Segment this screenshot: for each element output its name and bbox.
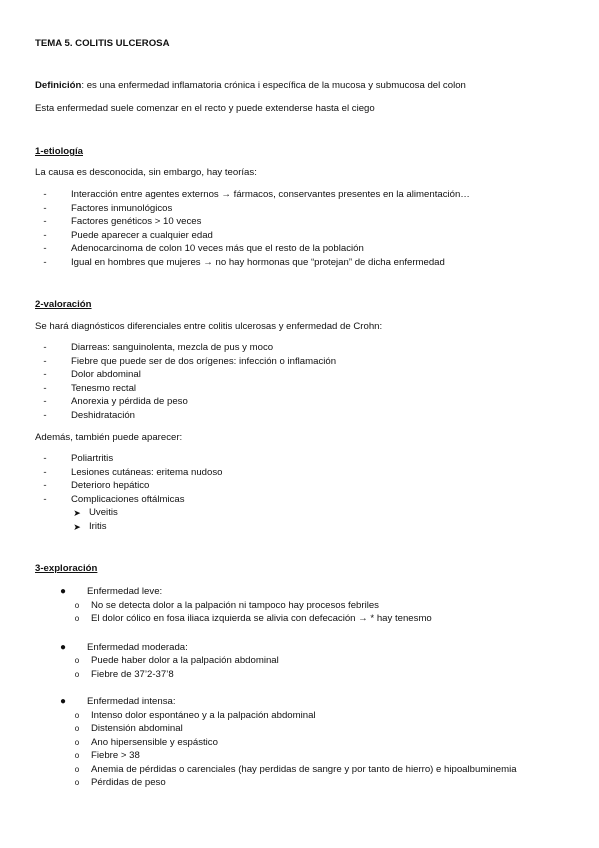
bullet-icon: ● [59,696,67,707]
circle-bullet-icon: o [74,778,80,787]
dash-marker: - [43,467,47,478]
dash-marker: - [43,216,47,227]
etiologia-lead: La causa es desconocida, sin embargo, hay teorías: [35,167,257,178]
dash-marker: - [43,396,47,407]
bullet-icon: ● [59,642,67,653]
dash-marker: - [43,356,47,367]
arrow-bullet-icon: ➤ [73,522,81,532]
circle-bullet-icon: o [74,751,80,760]
circle-bullet-icon: o [74,765,80,774]
dash-marker: - [43,230,47,241]
definition-text: : es una enfermedad inflamatoria crónica i específica de la mucosa y submucosa del colon [81,80,466,91]
definition-label: Definición [35,80,82,91]
dash-marker: - [43,243,47,254]
circle-bullet-icon: o [74,614,80,623]
section-heading-valoracion: 2-valoración [35,299,92,310]
circle-bullet-icon: o [74,656,80,665]
arrow-bullet-icon: ➤ [73,508,81,518]
bullet-icon: ● [59,586,67,597]
circle-bullet-icon: o [74,601,80,610]
dash-marker: - [43,342,47,353]
valoracion-lead-2: Además, también puede aparecer: [35,432,183,443]
dash-marker: - [43,410,47,421]
definition-paragraph [35,80,466,92]
dash-marker: - [43,369,47,380]
section-heading-exploracion: 3-exploración [35,563,98,574]
dash-marker: - [43,189,47,200]
document-title: TEMA 5. COLITIS ULCEROSA [35,38,170,49]
circle-bullet-icon: o [74,724,80,733]
dash-marker: - [43,494,47,505]
dash-marker: - [43,257,47,268]
section-heading-etiologia: 1-etiología [35,146,83,157]
dash-marker: - [43,480,47,491]
dash-marker: - [43,383,47,394]
dash-marker: - [43,203,47,214]
circle-bullet-icon: o [74,670,80,679]
circle-bullet-icon: o [74,711,80,720]
circle-bullet-icon: o [74,738,80,747]
intro-paragraph: Esta enfermedad suele comenzar en el recto y puede extenderse hasta el ciego [35,103,375,114]
dash-marker: - [43,453,47,464]
valoracion-lead: Se hará diagnósticos diferenciales entre colitis ulcerosas y enfermedad de Crohn: [35,321,383,332]
